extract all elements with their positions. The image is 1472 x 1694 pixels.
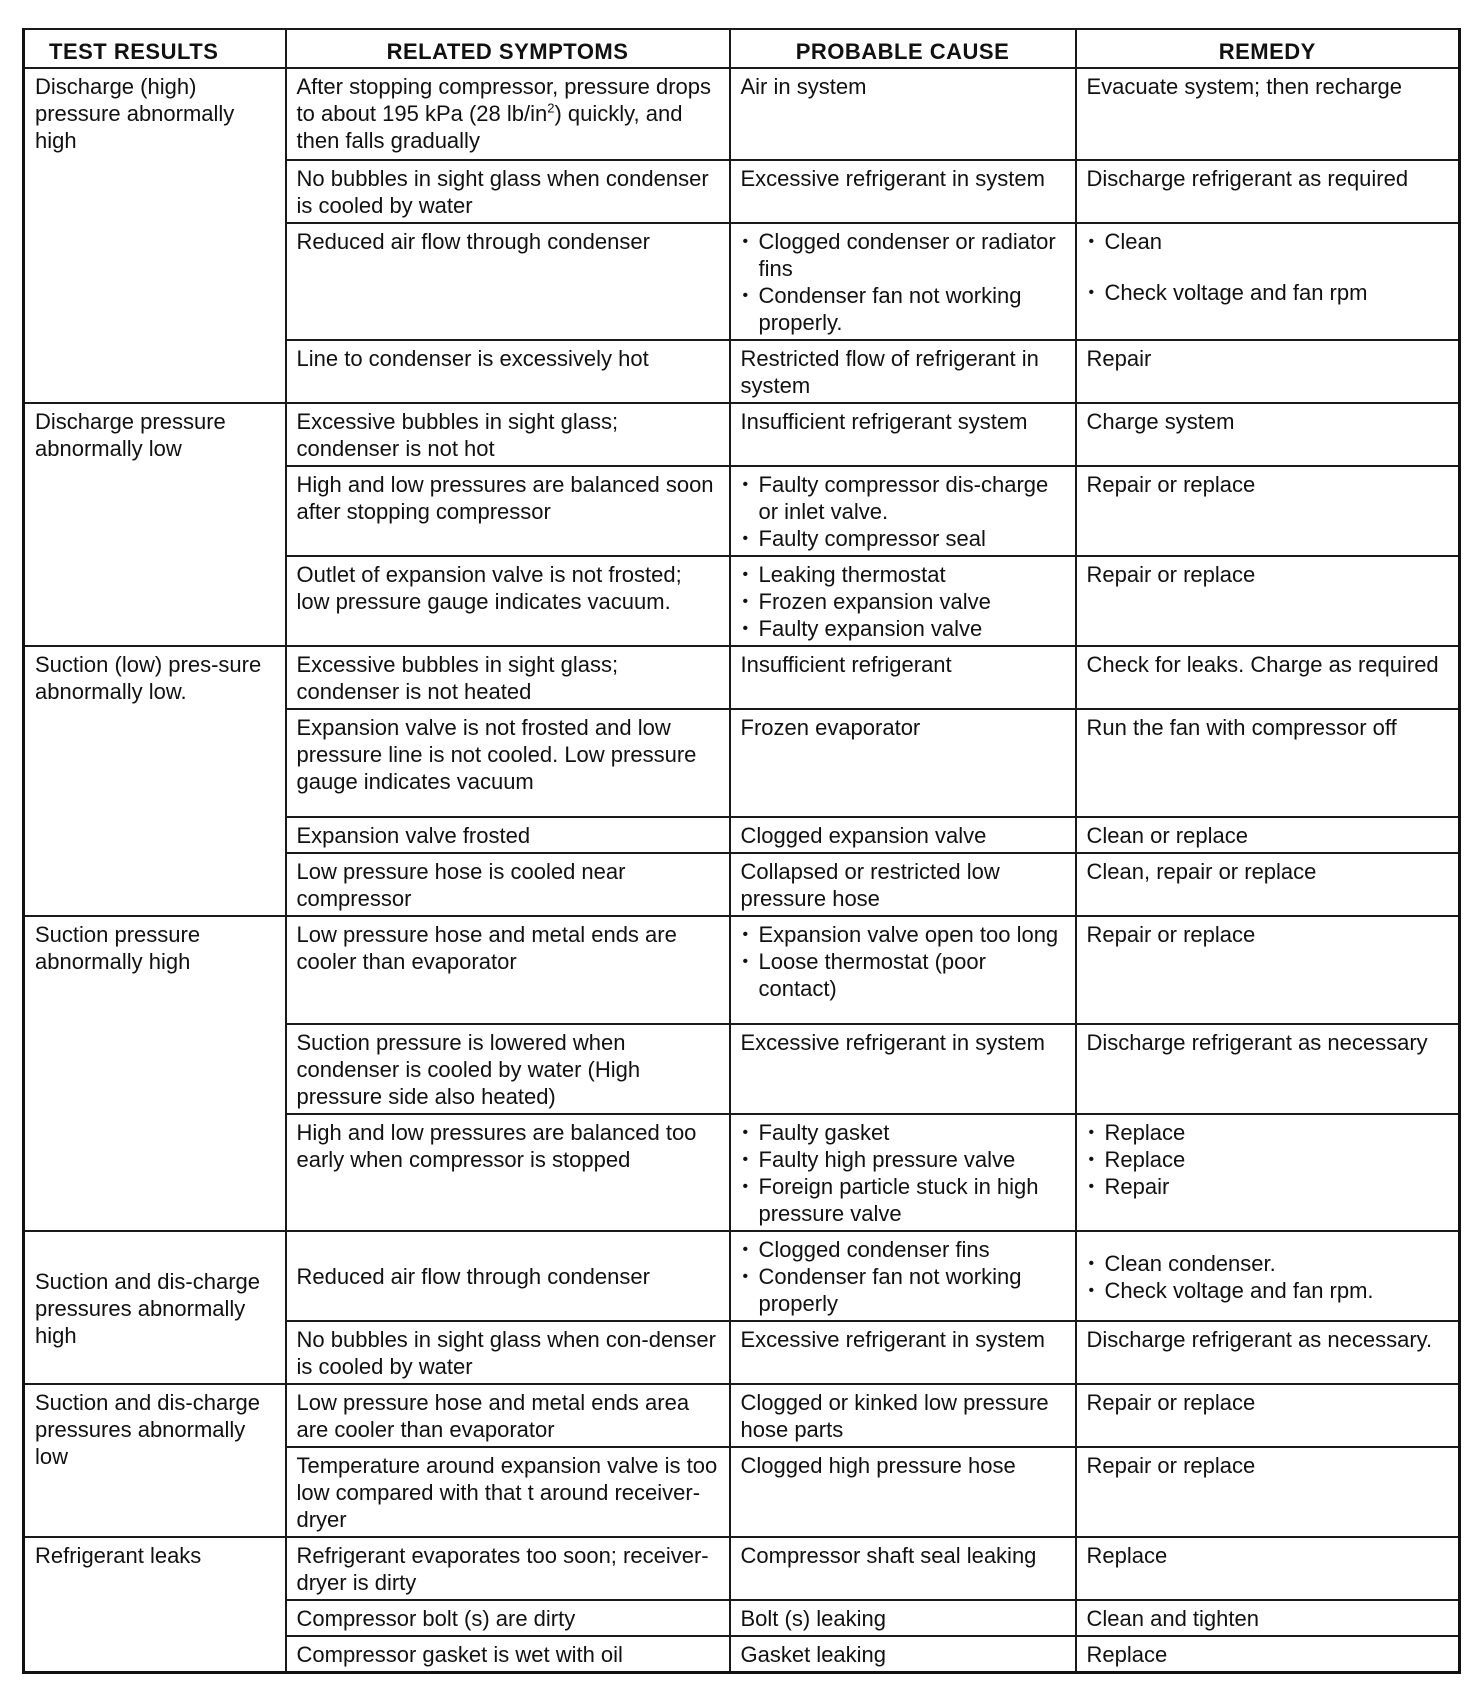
table-row — [24, 646, 1460, 709]
cause-item: • Faulty compressor dis-charge or inlet valve. — [741, 471, 1067, 525]
remedy-cell: Repair or replace — [1076, 1447, 1460, 1537]
cause-item: • Faulty gasket — [741, 1119, 1067, 1146]
cause-cell: Insufficient refrigerant — [730, 646, 1076, 709]
cause-cell: Air in system — [730, 68, 1076, 160]
remedy-cell: Run the fan with compressor off — [1076, 709, 1460, 817]
remedy-cell: Repair or replace — [1076, 556, 1460, 646]
cause-item: • Leaking thermostat — [741, 561, 1067, 588]
cause-item: • Condenser fan not working properly — [741, 1263, 1067, 1317]
remedy-cell: Repair or replace — [1076, 1384, 1460, 1447]
remedy-cell: Discharge refrigerant as necessary. — [1076, 1321, 1460, 1384]
remedy-cell — [1076, 1114, 1460, 1231]
cause-item: • Expansion valve open too long — [741, 921, 1067, 948]
test-result-cell: Suction and dis-charge pressures abnormally low — [24, 1384, 286, 1537]
remedy-item: • Replace — [1087, 1146, 1451, 1173]
cause-cell — [730, 1231, 1076, 1321]
remedy-item: • Repair — [1087, 1173, 1451, 1200]
test-result-cell: Discharge pressure abnormally low — [24, 403, 286, 646]
cause-cell: Clogged or kinked low pressure hose parts — [730, 1384, 1076, 1447]
table-row — [24, 403, 1460, 466]
cause-item: • Loose thermostat (poor contact) — [741, 948, 1067, 1002]
cause-item: • Faulty expansion valve — [741, 615, 1067, 642]
table-row — [24, 1384, 1460, 1447]
symptom-cell: No bubbles in sight glass when condenser is cooled by water — [286, 160, 730, 223]
cause-cell: Excessive refrigerant in system — [730, 1321, 1076, 1384]
remedy-cell: Charge system — [1076, 403, 1460, 466]
remedy-cell — [1076, 1231, 1460, 1321]
cause-cell: Restricted flow of refrigerant in system — [730, 340, 1076, 403]
test-result-cell: Suction and dis-charge pressures abnormally high — [24, 1231, 286, 1384]
symptom-cell: After stopping compressor, pressure drops to about 195 kPa (28 $lb/in^2$) quickly, and then falls gradually — [286, 68, 730, 160]
test-result-cell: Suction pressure abnormally high — [24, 916, 286, 1231]
remedy-cell: Repair — [1076, 340, 1460, 403]
cause-cell: Insufficient refrigerant system — [730, 403, 1076, 466]
remedy-cell: Check for leaks. Charge as required — [1076, 646, 1460, 709]
remedy-item: • Clean — [1087, 228, 1451, 255]
header-probable-cause: PROBABLE CAUSE — [730, 29, 1076, 68]
remedy-cell: Replace — [1076, 1537, 1460, 1600]
cause-cell: Clogged expansion valve — [730, 817, 1076, 853]
header-test-results: TEST RESULTS — [24, 29, 286, 68]
cause-item: • Frozen expansion valve — [741, 588, 1067, 615]
remedy-cell: Clean or replace — [1076, 817, 1460, 853]
cause-cell: Gasket leaking — [730, 1636, 1076, 1673]
symptom-cell: Low pressure hose and metal ends area are cooler than evaporator — [286, 1384, 730, 1447]
troubleshooting-table — [22, 28, 1461, 1674]
table-row — [24, 916, 1460, 1024]
cause-cell: Clogged high pressure hose — [730, 1447, 1076, 1537]
symptom-cell: Excessive bubbles in sight glass; condenser is not hot — [286, 403, 730, 466]
remedy-cell: Discharge refrigerant as necessary — [1076, 1024, 1460, 1114]
header-remedy: REMEDY — [1076, 29, 1460, 68]
remedy-cell: Repair or replace — [1076, 466, 1460, 556]
symptom-cell: Compressor bolt (s) are dirty — [286, 1600, 730, 1636]
symptom-cell: High and low pressures are balanced soon after stopping compressor — [286, 466, 730, 556]
remedy-cell: Clean, repair or replace — [1076, 853, 1460, 916]
table-row — [24, 1231, 1460, 1321]
cause-item: • Clogged condenser fins — [741, 1236, 1067, 1263]
cause-cell — [730, 556, 1076, 646]
symptom-cell: Refrigerant evaporates too soon; receiver-dryer is dirty — [286, 1537, 730, 1600]
remedy-cell: Repair or replace — [1076, 916, 1460, 1024]
remedy-cell: Discharge refrigerant as required — [1076, 160, 1460, 223]
header-related-symptoms: RELATED SYMPTOMS — [286, 29, 730, 68]
symptom-cell: Excessive bubbles in sight glass; condenser is not heated — [286, 646, 730, 709]
symptom-cell: Expansion valve is not frosted and low pressure line is not cooled. Low pressure gauge indicates vacuum — [286, 709, 730, 817]
test-result-cell: Discharge (high) pressure abnormally high — [24, 68, 286, 403]
cause-item: • Faulty high pressure valve — [741, 1146, 1067, 1173]
symptom-cell: Reduced air flow through condenser — [286, 223, 730, 340]
remedy-cell: Replace — [1076, 1636, 1460, 1673]
cause-cell: Excessive refrigerant in system — [730, 160, 1076, 223]
table-row — [24, 68, 1460, 160]
cause-item: • Clogged condenser or radiator fins — [741, 228, 1067, 282]
remedy-cell — [1076, 223, 1460, 340]
cause-cell — [730, 223, 1076, 340]
cause-item: • Faulty compressor seal — [741, 525, 1067, 552]
remedy-cell: Evacuate system; then recharge — [1076, 68, 1460, 160]
symptom-cell: Suction pressure is lowered when condenser is cooled by water (High pressure side also heated) — [286, 1024, 730, 1114]
symptom-cell: Low pressure hose is cooled near compressor — [286, 853, 730, 916]
cause-cell — [730, 1114, 1076, 1231]
symptom-cell: Line to condenser is excessively hot — [286, 340, 730, 403]
symptom-cell: Expansion valve frosted — [286, 817, 730, 853]
remedy-item: • Check voltage and fan rpm — [1087, 279, 1451, 306]
test-result-cell: Suction (low) pres-sure abnormally low. — [24, 646, 286, 916]
table-row — [24, 1537, 1460, 1600]
remedy-cell: Clean and tighten — [1076, 1600, 1460, 1636]
troubleshooting-table-page — [22, 28, 1458, 1674]
symptom-cell: No bubbles in sight glass when con-denser is cooled by water — [286, 1321, 730, 1384]
cause-cell: Bolt (s) leaking — [730, 1600, 1076, 1636]
symptom-cell: Compressor gasket is wet with oil — [286, 1636, 730, 1673]
cause-item: • Condenser fan not working properly. — [741, 282, 1067, 336]
cause-cell — [730, 466, 1076, 556]
symptom-cell: Temperature around expansion valve is too low compared with that t around receiver-dryer — [286, 1447, 730, 1537]
symptom-cell: High and low pressures are balanced too early when compressor is stopped — [286, 1114, 730, 1231]
header-row — [24, 29, 1460, 68]
cause-item: • Foreign particle stuck in high pressure valve — [741, 1173, 1067, 1227]
cause-cell: Compressor shaft seal leaking — [730, 1537, 1076, 1600]
cause-cell — [730, 916, 1076, 1024]
remedy-item: • Check voltage and fan rpm. — [1087, 1277, 1451, 1304]
remedy-item: • Clean condenser. — [1087, 1250, 1451, 1277]
cause-cell: Collapsed or restricted low pressure hose — [730, 853, 1076, 916]
cause-cell: Excessive refrigerant in system — [730, 1024, 1076, 1114]
test-result-cell: Refrigerant leaks — [24, 1537, 286, 1673]
symptom-cell: Low pressure hose and metal ends are cooler than evaporator — [286, 916, 730, 1024]
symptom-cell: Reduced air flow through condenser — [286, 1231, 730, 1321]
symptom-cell: Outlet of expansion valve is not frosted; low pressure gauge indicates vacuum. — [286, 556, 730, 646]
cause-cell: Frozen evaporator — [730, 709, 1076, 817]
remedy-item: • Replace — [1087, 1119, 1451, 1146]
